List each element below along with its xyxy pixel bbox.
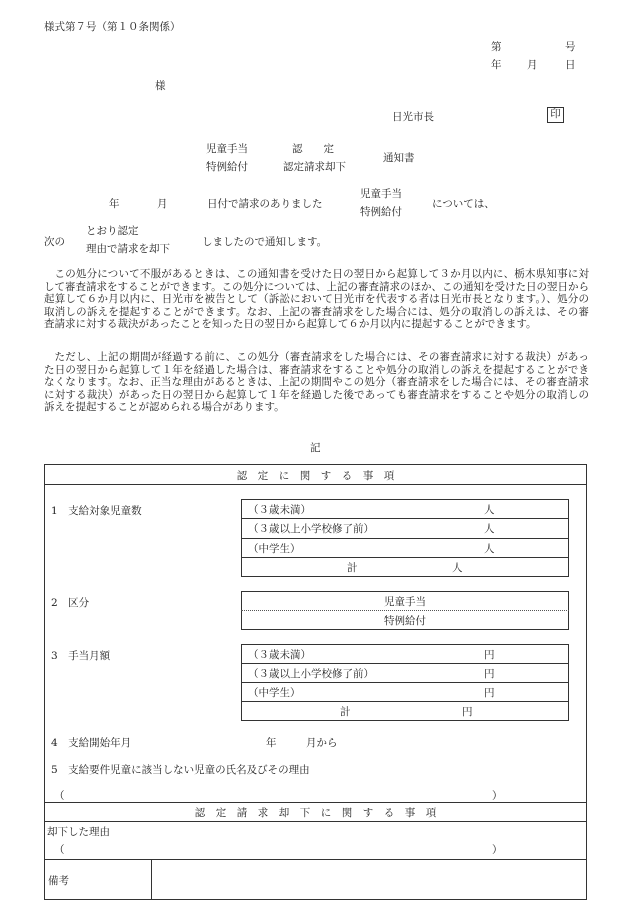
item1-row-2-unit: 人: [484, 523, 495, 535]
item2-label: 2 区分: [51, 597, 90, 609]
item1-row-3-label: （中学生）: [248, 543, 301, 555]
item3-row-1-unit: 円: [484, 649, 495, 661]
item1-row-1-label: （３歳未満）: [248, 504, 311, 516]
item3-row-2-unit: 円: [484, 668, 495, 680]
kyakka-open-paren: （: [54, 844, 65, 856]
item1-total-label: 計: [347, 562, 358, 574]
item3-row-3-unit: 円: [484, 687, 495, 699]
number-go: 号: [565, 41, 576, 53]
divider: [241, 538, 569, 539]
intro-year: 年: [109, 198, 120, 210]
title-item-1: 児童手当: [206, 143, 248, 155]
item3-row-3-label: （中学生）: [248, 687, 301, 699]
remarks-label: 備考: [48, 875, 69, 887]
form-number: 様式第７号（第１０条関係）: [44, 21, 181, 33]
item5-label: 5 支給要件児童に該当しない児童の氏名及びその理由: [51, 764, 310, 776]
item3-row-1-label: （３歳未満）: [248, 649, 311, 661]
item4-month: 月から: [306, 737, 338, 749]
divider: [241, 518, 569, 519]
item3-total-unit: 円: [462, 706, 473, 718]
intro-next: 次の: [44, 236, 65, 248]
date-day: 日: [565, 59, 576, 71]
item1-row-3-unit: 人: [484, 543, 495, 555]
item5-close-paren: ）: [492, 790, 503, 802]
number-dai: 第: [491, 41, 502, 53]
item2-option-2: 特例給付: [384, 615, 426, 627]
appeal-notice-paragraph-1: この処分について不服があるときは、この通知書を受けた日の翌日から起算して３か月以内に、栃木県知事に対して審査請求をすることができます。この処分については、上記の審査請求のほか、この通知を受けた日の翌日から起算して６か月以内に、日光市を被告として（訴訟において日光市を代表する者は日光市長となります。）、処分の取消しの訴えを提起することができます。なお、上記の審査請求をした場合には、処分の取消しの訴えは、その審査請求に対する裁決があったことを知った日の翌日から起算して６か月以内に提起することができます。: [44, 268, 589, 331]
ki-label: 記: [310, 442, 321, 454]
intro-tail: については、: [432, 198, 495, 210]
remarks-divider: [151, 859, 152, 900]
kyakka-close-paren: ）: [492, 844, 503, 856]
intro-item-2: 特例給付: [360, 206, 402, 218]
intro-item-1: 児童手当: [360, 188, 402, 200]
item4-label: 4 支給開始年月: [51, 737, 132, 749]
kyakka-heading: 認 定 請 求 却 下 に 関 す る 事 項: [194, 807, 437, 819]
addressee-suffix: 様: [155, 80, 166, 92]
nintei-heading: 認 定 に 関 す る 事 項: [236, 470, 395, 482]
issuer-name: 日光市長: [392, 111, 434, 123]
item1-total-unit: 人: [452, 562, 463, 574]
item1-label: 1 支給対象児童数: [51, 505, 142, 517]
divider: [241, 682, 569, 683]
intro-option-1: とおり認定: [86, 225, 139, 237]
date-year: 年: [491, 59, 502, 71]
divider: [44, 859, 587, 860]
intro-option-2: 理由で請求を却下: [86, 243, 170, 255]
intro-month: 月: [157, 198, 168, 210]
appeal-notice-paragraph-2: ただし、上記の期間が経過する前に、この処分（審査請求をした場合には、その審査請求に対する裁決）があった日の翌日から起算して１年を経過した場合は、審査請求をすることや処分の取消しの訴えを提起することができなくなります。なお、正当な理由があるときは、上記の期間やこの処分（審査請求をした場合には、その審査請求に対する裁決）があった日の翌日から起算して１年を経過した後であっても審査請求をすることや処分の取消しの訴えを提起することが認められる場合があります。: [44, 351, 589, 414]
seal-mark: 印: [547, 107, 564, 123]
item4-year: 年: [266, 737, 277, 749]
divider: [241, 701, 569, 702]
title-notice: 通知書: [383, 152, 415, 164]
item5-open-paren: （: [54, 790, 65, 802]
kyakka-reason-label: 却下した理由: [47, 826, 110, 838]
title-action-1: 認 定: [292, 143, 334, 155]
item2-option-1: 児童手当: [384, 596, 426, 608]
intro-phrase: 日付で請求のありました: [207, 198, 323, 210]
item3-label: 3 手当月額: [51, 650, 111, 662]
item1-row-2-label: （３歳以上小学校修了前）: [248, 523, 374, 535]
divider: [44, 484, 587, 485]
divider: [241, 663, 569, 664]
divider: [44, 821, 587, 822]
divider: [241, 557, 569, 558]
title-action-2: 認定請求却下: [283, 161, 346, 173]
intro-closing: しましたので通知します。: [202, 236, 328, 248]
dotted-divider: [241, 610, 569, 611]
title-item-2: 特例給付: [206, 161, 248, 173]
item3-row-2-label: （３歳以上小学校修了前）: [248, 668, 374, 680]
divider: [44, 802, 587, 803]
item1-row-1-unit: 人: [484, 504, 495, 516]
date-month: 月: [527, 59, 538, 71]
item3-total-label: 計: [340, 706, 351, 718]
